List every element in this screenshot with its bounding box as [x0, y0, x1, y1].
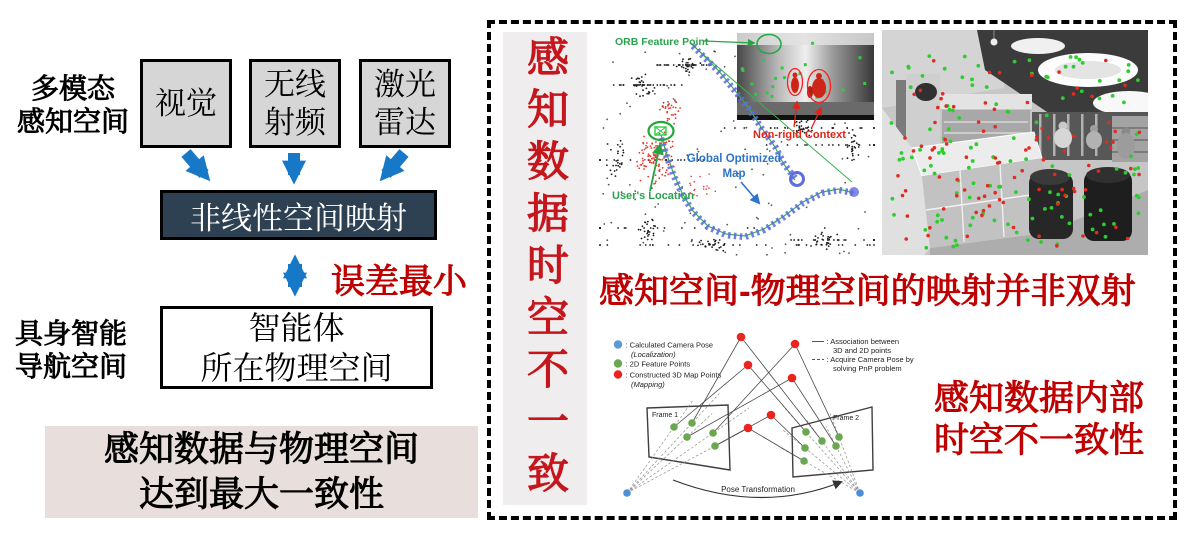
hanging-lamp [991, 39, 998, 46]
bijective-caption: 感知空间-物理空间的映射并非双射 [599, 272, 1136, 311]
legend-3d-points-label: : Constructed 3D Map Points [625, 370, 722, 380]
sensor-box-rf-line1: 无线 [264, 66, 326, 102]
pedestrian-group-head [816, 73, 822, 79]
legend-2d-points-label: : 2D Feature Points [625, 359, 691, 369]
armchair-2-back [1086, 167, 1130, 183]
embodied-nav-label-line1: 具身智能 [14, 318, 127, 349]
physical-space-box-line1: 智能体 [248, 309, 345, 346]
nonlinear-mapping-box [160, 190, 437, 240]
global-map-label-line2: Map [722, 168, 746, 180]
embodied-nav-label-line2: 导航空间 [14, 351, 127, 382]
nonrigid-label: Non-rigid Context [753, 129, 846, 141]
plant [915, 83, 937, 101]
physical-space-box [160, 306, 433, 389]
sensor-box-vision [140, 59, 232, 148]
person-1-body [1054, 128, 1072, 148]
goal-consistency-line2: 达到最大一致性 [138, 475, 384, 514]
chain-end-cluster [849, 187, 859, 197]
frame-1-label: Frame 1 [652, 412, 679, 419]
internal-inconsistency-line1: 感知数据内部 [933, 379, 1144, 418]
legend-pnp-line2: solving PnP problem [833, 364, 902, 373]
camera-pose-left [623, 489, 631, 497]
pnp-diagram [595, 318, 927, 518]
sensor-box-lidar [359, 59, 451, 148]
armchair-1-back [1030, 169, 1070, 185]
multimodal-space-label-line2: 感知空间 [16, 106, 129, 137]
legend-association-line1: : Association between [826, 337, 900, 346]
pedestrian-blob [791, 77, 799, 93]
slam-camera-inset [737, 33, 874, 120]
vertical-title-strip [503, 32, 587, 505]
pnp-legend-right [812, 337, 914, 373]
down-arrow-lidar [386, 153, 404, 174]
multimodal-space-label [8, 72, 138, 138]
legend-pnp-line1: : Acquire Camera Pose by [826, 355, 914, 364]
frame-2-label: Frame 2 [833, 415, 860, 422]
camera-pose-right [856, 489, 864, 497]
goal-consistency-line1: 感知数据与物理空间 [103, 430, 419, 469]
multimodal-space-label-line1: 多模态 [30, 73, 115, 104]
map-points-3d [737, 333, 800, 433]
pose-transformation-label: Pose Transformation [721, 485, 795, 494]
ceiling-light-3 [1011, 38, 1065, 54]
sensor-box-rf [249, 59, 341, 148]
sensor-box-rf-line2: 射频 [264, 104, 326, 140]
user-location-label: User's Location [612, 190, 695, 202]
vertical-title: 感知数据时空不一致 [522, 34, 569, 503]
legend-camera-pose-label: : Calculated Camera Pose [625, 340, 714, 350]
nonlinear-mapping-label: 非线性空间映射 [190, 200, 407, 236]
legend-association-line2: 3D and 2D points [833, 346, 891, 355]
global-map-label-line1: Global Optimized [686, 153, 782, 165]
sensor-box-vision-label: 视觉 [155, 85, 217, 121]
slam-map-figure [598, 30, 876, 263]
legend-camera-pose-sub: (Localization) [631, 350, 676, 359]
legend-dot-3d-points [614, 370, 622, 378]
goal-consistency-box [45, 426, 478, 518]
min-error-label: 误差最小 [331, 263, 467, 301]
physical-space-box-line2: 所在物理空间 [200, 349, 393, 386]
internal-inconsistency-line2: 时空不一致性 [933, 421, 1144, 460]
legend-3d-points-sub: (Mapping) [631, 380, 665, 389]
legend-dot-camera-pose [614, 340, 622, 348]
orb-feature-label: ORB Feature Point [615, 36, 709, 48]
sensor-box-lidar-line1: 激光 [374, 66, 436, 102]
sensor-box-lidar-line2: 雷达 [374, 104, 436, 140]
store-photo-figure [882, 30, 1148, 255]
ceiling-light-1-inner [1055, 61, 1121, 79]
legend-dot-2d-points [614, 359, 622, 367]
internal-inconsistency-caption [900, 378, 1178, 462]
pedestrian-group-blob [812, 78, 826, 98]
down-arrow-vision [186, 153, 204, 174]
person-2-body [1086, 131, 1102, 149]
pnp-legend-left [614, 340, 722, 389]
pedestrian-head [793, 73, 798, 78]
embodied-nav-label [5, 317, 137, 383]
